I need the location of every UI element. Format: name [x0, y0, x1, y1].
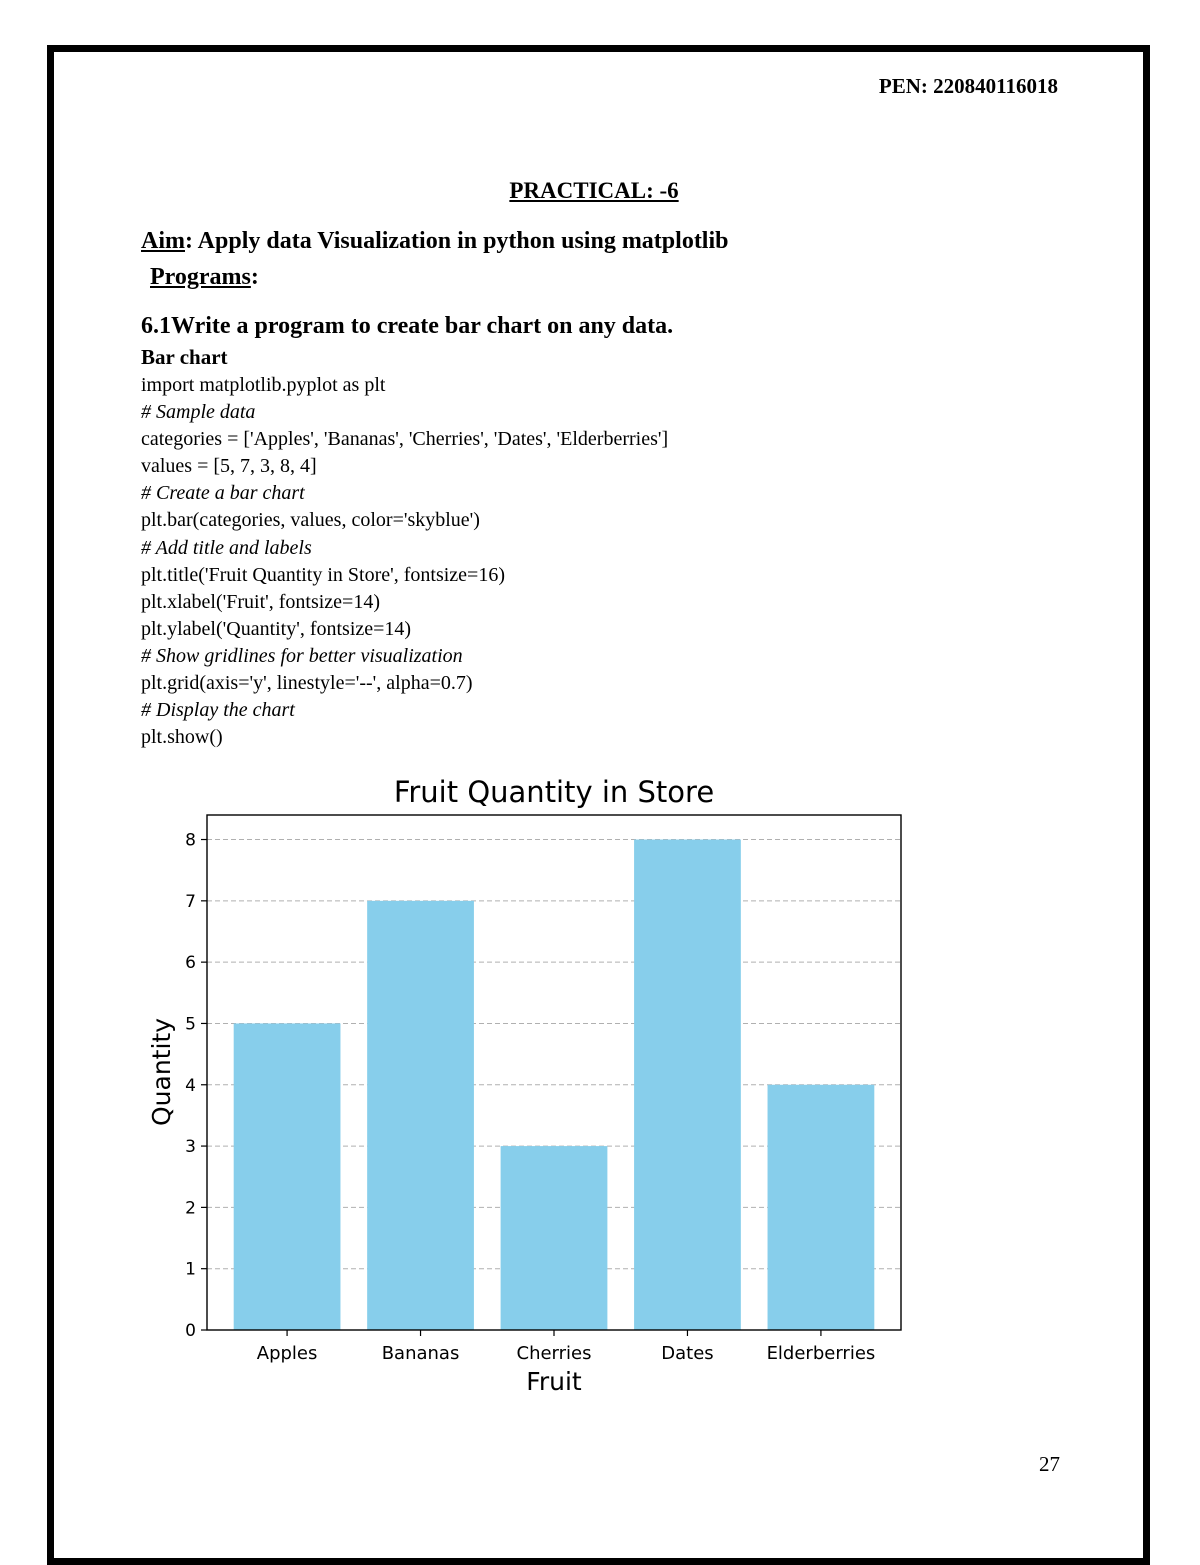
x-tick-label: Apples	[256, 1343, 318, 1364]
code-line: categories = ['Apples', 'Bananas', 'Cherries', 'Dates', 'Elderberries']	[141, 428, 669, 451]
aim-label: Aim	[141, 228, 185, 254]
x-tick-label: Cherries	[516, 1343, 592, 1364]
x-tick-label: Bananas	[381, 1343, 460, 1364]
practical-title: PRACTICAL: -6	[509, 178, 679, 203]
code-comment-line: # Show gridlines for better visualization	[141, 644, 463, 667]
programs-heading	[150, 264, 259, 291]
bar-chart	[140, 770, 920, 1415]
y-tick-label: 2	[185, 1198, 196, 1219]
y-tick-label: 1	[185, 1259, 196, 1280]
code-comment-line: # Add title and labels	[141, 536, 312, 559]
bar-apples	[234, 1023, 341, 1330]
code-line: plt.show()	[141, 726, 223, 749]
bar-elderberries	[768, 1085, 875, 1330]
aim-text: : Apply data Visualization in python using matplotlib	[185, 228, 729, 254]
y-tick-label: 3	[185, 1137, 196, 1158]
y-tick-label: 4	[185, 1075, 196, 1096]
bar-bananas	[367, 901, 474, 1330]
y-tick-label: 8	[185, 830, 196, 851]
bar-dates	[634, 840, 741, 1330]
y-tick-label: 0	[185, 1321, 196, 1341]
code-comment-line: # Display the chart	[141, 699, 295, 722]
chart-title: Fruit Quantity in Store	[393, 775, 715, 809]
programs-label: Programs	[150, 264, 251, 290]
bar-cherries	[501, 1146, 608, 1330]
x-axis-label: Fruit	[526, 1367, 582, 1396]
x-tick-label: Elderberries	[766, 1343, 876, 1364]
programs-colon: :	[250, 264, 259, 290]
code-block	[141, 372, 668, 751]
code-line: plt.xlabel('Fruit', fontsize=14)	[141, 590, 380, 613]
y-axis-label: Quantity	[147, 1017, 176, 1127]
code-line: values = [5, 7, 3, 8, 4]	[141, 455, 317, 478]
question-heading: 6.1Write a program to create bar chart on any data.	[141, 313, 674, 339]
code-line: plt.bar(categories, values, color='skyblue')	[141, 509, 480, 532]
code-line: import matplotlib.pyplot as plt	[141, 374, 386, 396]
code-line: plt.ylabel('Quantity', fontsize=14)	[141, 617, 412, 640]
aim-line	[141, 228, 729, 255]
page-number: 27	[1039, 1452, 1060, 1476]
y-tick-label: 7	[185, 891, 196, 912]
pen-number: PEN: 220840116018	[878, 74, 1058, 98]
subheading: Bar chart	[141, 345, 228, 369]
x-tick-label: Dates	[661, 1343, 714, 1364]
code-comment-line: # Create a bar chart	[141, 482, 305, 505]
code-line: plt.title('Fruit Quantity in Store', fontsize=16)	[141, 563, 505, 586]
code-line: plt.grid(axis='y', linestyle='--', alpha=0.7)	[141, 672, 473, 695]
y-tick-label: 5	[185, 1014, 196, 1035]
chart-svg	[140, 770, 920, 1410]
code-comment-line: # Sample data	[141, 401, 256, 424]
y-tick-label: 6	[185, 953, 196, 974]
